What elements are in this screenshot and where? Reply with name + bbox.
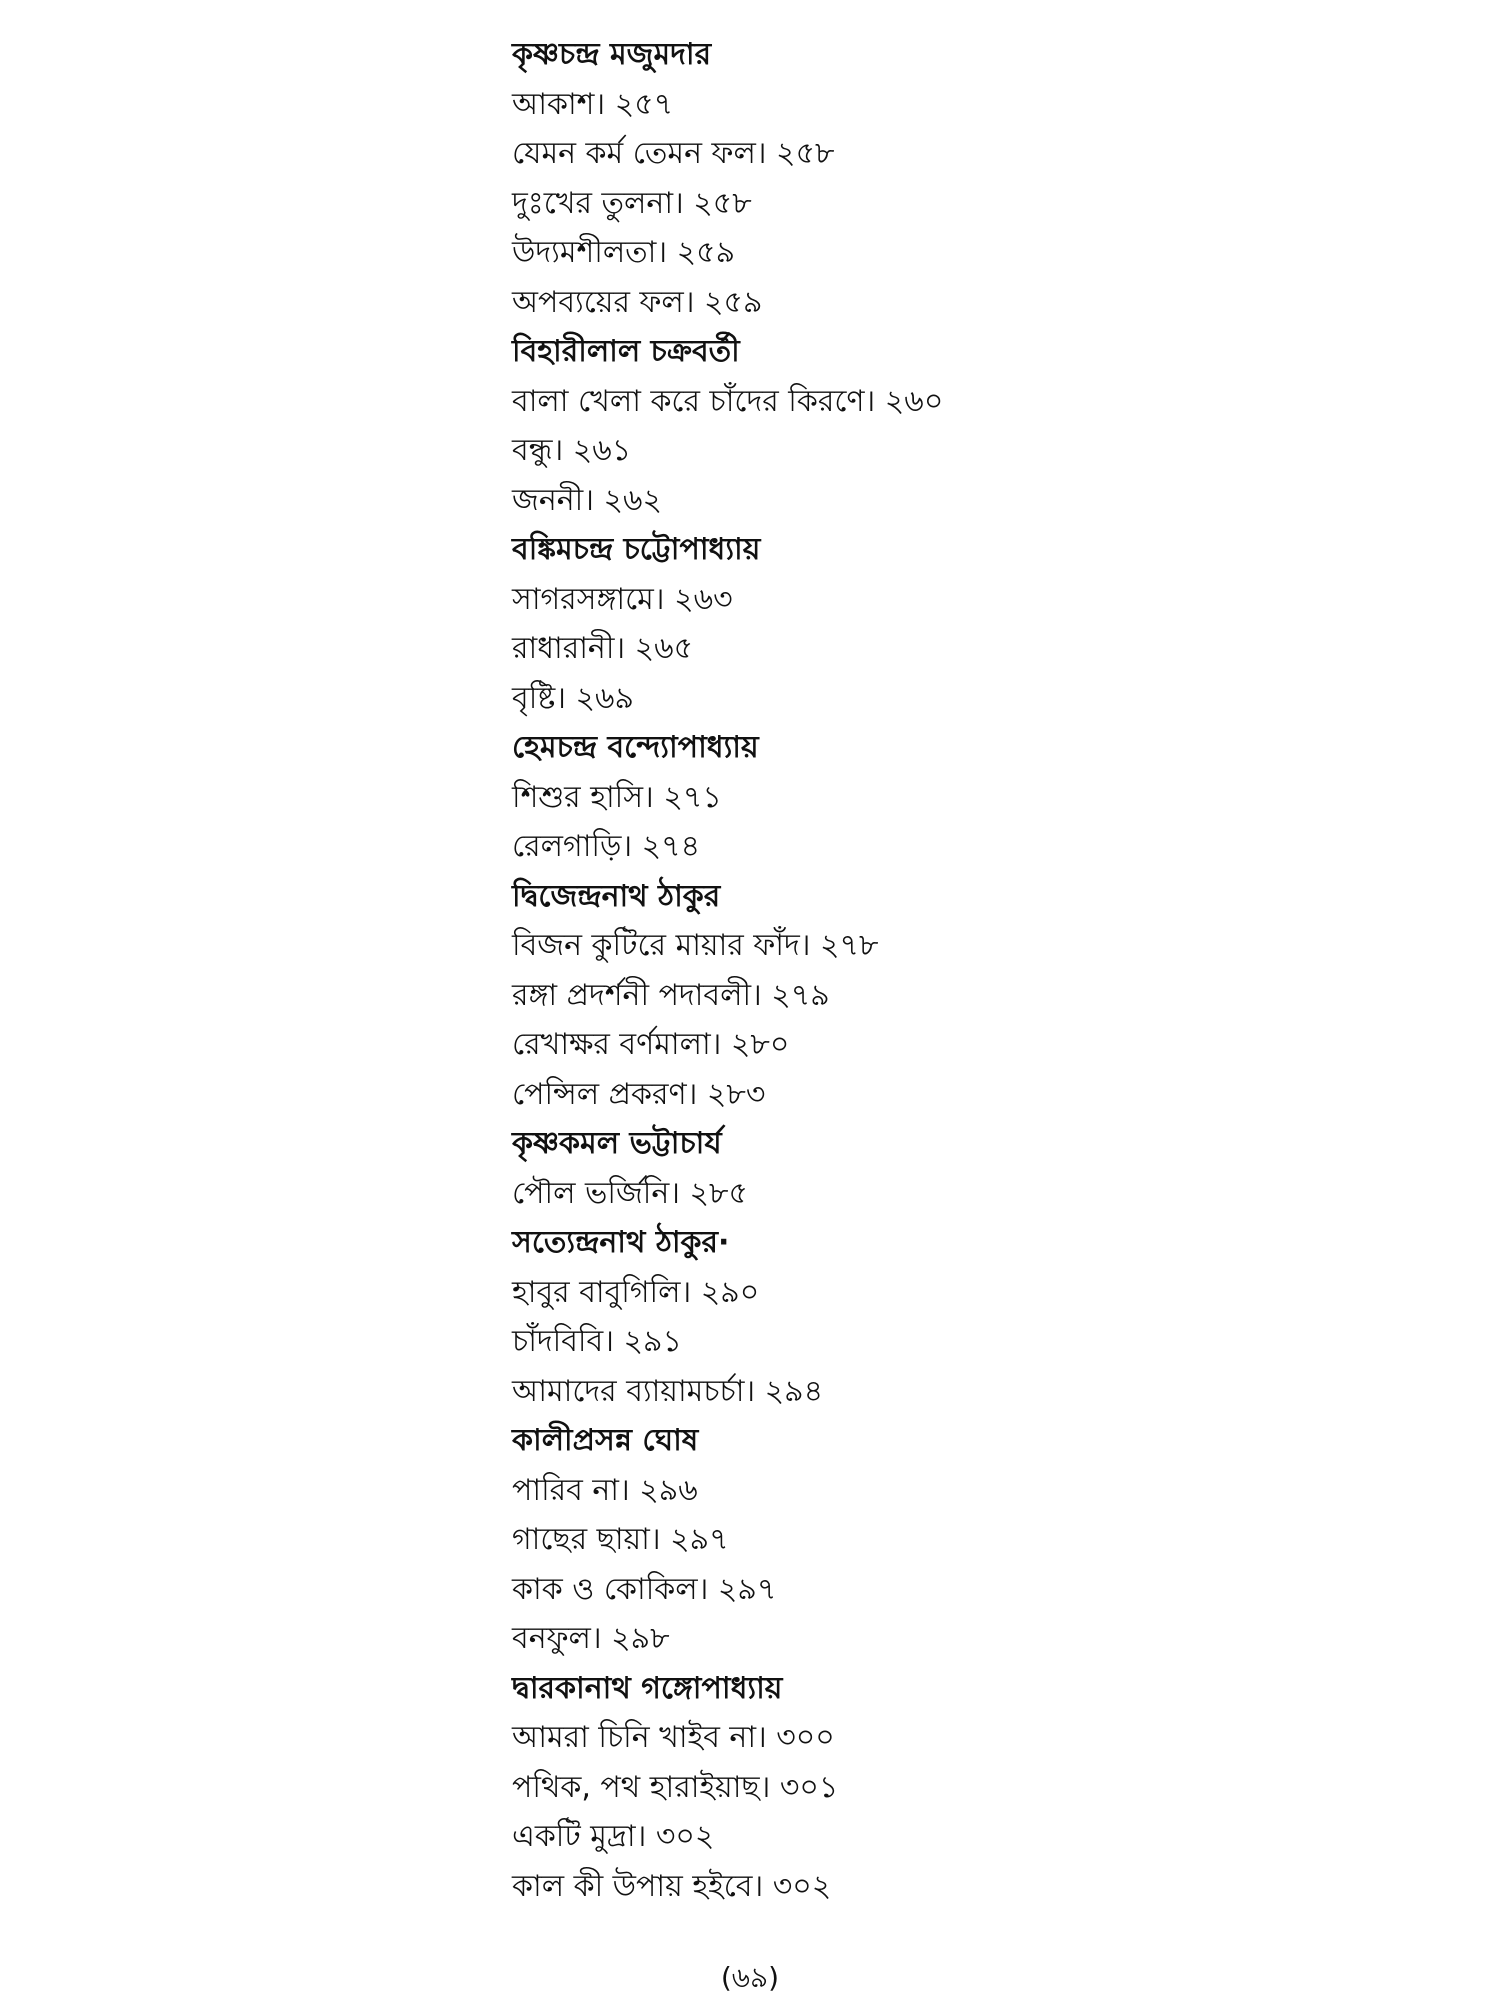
toc-entry: পথিক, পথ হারাইয়াছ। ৩০১ xyxy=(512,1769,839,1805)
toc-entry: গাছের ছায়া। ২৯৭ xyxy=(512,1522,729,1557)
toc-entry: চাঁদবিবি। ২৯১ xyxy=(512,1324,682,1359)
author-heading: কালীপ্রসন্ন ঘোষ xyxy=(512,1423,699,1458)
author-heading: কৃষ্ণচন্দ্র মজুমদার xyxy=(512,37,712,72)
toc-entry: রেখাক্ষর বর্ণমালা। ২৮০ xyxy=(512,1027,790,1062)
toc-entry: অপব্যয়ের ফল। ২৫৯ xyxy=(512,284,763,320)
author-heading: দ্বিজেন্দ্রনাথ ঠাকুর xyxy=(512,878,721,914)
toc-entry: শিশুর হাসি। ২৭১ xyxy=(512,779,722,815)
toc-entry: বালা খেলা করে চাঁদের কিরণে। ২৬০ xyxy=(512,383,944,419)
toc-entry: বৃষ্টি। ২৬৯ xyxy=(512,680,635,716)
toc-entry: একটি মুদ্রা। ৩০২ xyxy=(512,1819,715,1854)
toc-entry: বনফুল। ২৯৮ xyxy=(512,1621,670,1656)
toc-entry: দুঃখের তুলনা। ২৫৮ xyxy=(512,185,752,221)
toc-entry: আকাশ। ২৫৭ xyxy=(512,86,674,122)
toc-entry: রঙ্গা প্রদর্শনী পদাবলী। ২৭৯ xyxy=(512,977,830,1013)
page-number: (৬৯) xyxy=(720,1961,780,1994)
toc-entry: হাবুর বাবুগিলি। ২৯০ xyxy=(512,1274,760,1310)
toc-entry: বিজন কুটিরে মায়ার ফাঁদ। ২৭৮ xyxy=(512,928,879,963)
toc-entry: পৌল ভর্জিনি। ২৮৫ xyxy=(512,1175,748,1211)
toc-entry: রেলগাড়ি। ২৭৪ xyxy=(512,829,701,864)
toc-entry: আমাদের ব্যায়ামচর্চা। ২৯৪ xyxy=(512,1373,824,1409)
author-heading: বঙ্কিমচন্দ্র চট্টোপাধ্যায় xyxy=(512,532,761,567)
toc-entry: কাল কী উপায় হইবে। ৩০২ xyxy=(512,1868,832,1904)
toc-entry: আমরা চিনি খাইব না। ৩০০ xyxy=(512,1720,835,1755)
toc-entry: সাগরসঙ্গামে। ২৬৩ xyxy=(512,581,733,617)
toc-entry: বন্ধু। ২৬১ xyxy=(512,433,632,468)
author-heading: বিহারীলাল চক্রবর্তী xyxy=(512,334,740,369)
toc-entry: যেমন কর্ম তেমন ফল। ২৫৮ xyxy=(512,136,835,171)
toc-entry: জননী। ২৬২ xyxy=(512,482,663,518)
toc-entry: পেন্সিল প্রকরণ। ২৮৩ xyxy=(512,1076,766,1112)
toc-entry: উদ্যমশীলতা। ২৫৯ xyxy=(512,235,736,270)
author-heading: কৃষ্ণকমল ভট্টাচার্য xyxy=(512,1126,722,1161)
toc-entry: রাধারানী। ২৬৫ xyxy=(512,631,694,666)
table-of-contents xyxy=(512,30,1412,1911)
author-heading: দ্বারকানাথ গঙ্গোপাধ্যায় xyxy=(512,1670,783,1706)
author-heading: সত্যেন্দ্রনাথ ঠাকুর· xyxy=(512,1225,730,1260)
author-heading: হেমচন্দ্র বন্দ্যোপাধ্যায় xyxy=(512,730,759,765)
toc-entry: কাক ও কোকিল। ২৯৭ xyxy=(512,1571,777,1607)
toc-entry: পারিব না। ২৯৬ xyxy=(512,1472,698,1508)
